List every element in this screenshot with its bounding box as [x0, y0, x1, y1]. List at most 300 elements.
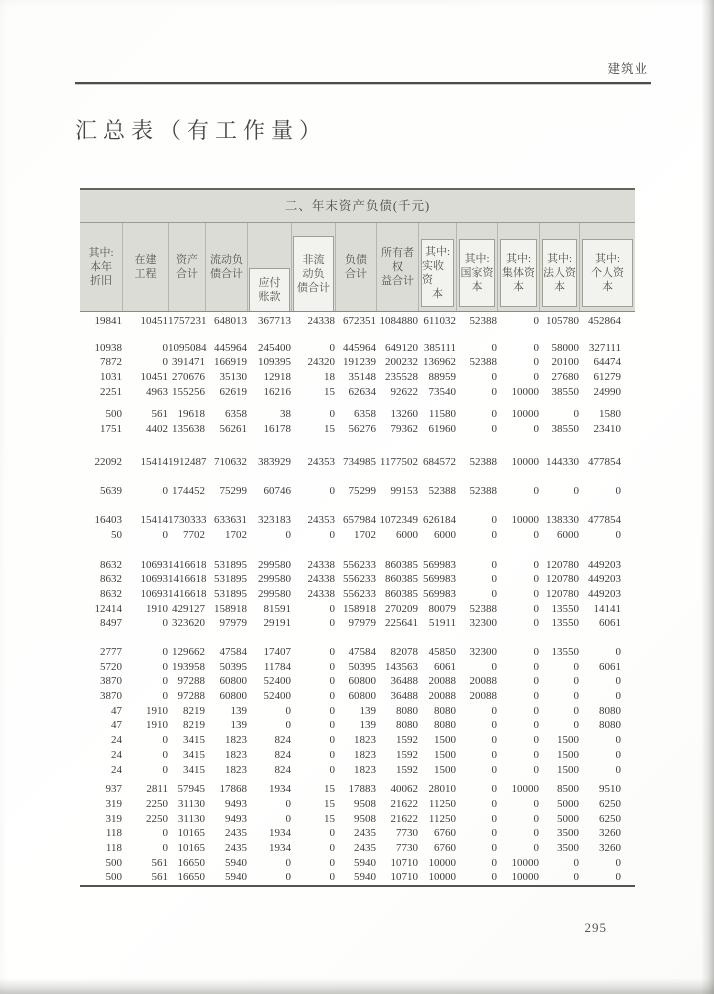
table-cell: 0 [329, 617, 335, 630]
table-cell: 0 [533, 797, 539, 810]
table-cell: 8497 [100, 617, 122, 630]
table-cell: 0 [491, 587, 497, 600]
table-cell: 429127 [172, 602, 205, 615]
table-cell: 225641 [385, 617, 418, 630]
table-cell: 10000 [511, 385, 539, 398]
table-row [80, 484, 621, 499]
table-cell: 10000 [428, 856, 456, 869]
table-cell: 5940 [354, 871, 376, 884]
table-cell: 8632 [100, 587, 122, 600]
table-cell: 24 [111, 734, 122, 747]
table-cell: 445964 [343, 341, 376, 354]
table-cell: 6760 [434, 827, 456, 840]
table-cell: 8080 [396, 719, 418, 732]
table-cell: 8632 [100, 558, 122, 571]
table-cell: 6760 [434, 841, 456, 854]
table-cell: 3870 [100, 675, 122, 688]
table-cell: 0 [615, 856, 621, 869]
table-cell: 445964 [214, 341, 247, 354]
column-header-label: 其中: 法人资 本 [542, 239, 577, 307]
table-cell: 299580 [258, 587, 291, 600]
table-cell: 824 [274, 763, 291, 776]
table-cell: 139 [359, 719, 376, 732]
table-cell: 9510 [599, 783, 621, 796]
table-cell: 38 [280, 408, 291, 421]
table-cell: 57945 [177, 783, 205, 796]
table-cell: 270209 [385, 602, 418, 615]
table-row [80, 763, 621, 778]
table-cell: 1031 [100, 371, 122, 384]
page-title: 汇总表（有工作量） [75, 118, 328, 143]
column-header [168, 223, 205, 311]
table-cell: 174452 [172, 484, 205, 497]
table-row [80, 870, 621, 885]
table-cell: 21622 [390, 812, 418, 825]
table-cell: 0 [285, 856, 291, 869]
table-cell: 299580 [258, 558, 291, 571]
column-header [205, 223, 247, 311]
table-cell: 0 [162, 763, 168, 776]
table-row [80, 513, 621, 528]
table-cell: 6061 [599, 617, 621, 630]
table-cell: 860385 [385, 587, 418, 600]
table-cell: 561 [151, 408, 168, 421]
table-cell: 6250 [599, 797, 621, 810]
table-cell: 10000 [511, 455, 539, 468]
table-cell: 118 [105, 841, 122, 854]
table-cell: 449203 [588, 587, 621, 600]
table-cell: 120780 [546, 573, 579, 586]
table-cell: 0 [162, 675, 168, 688]
table-cell: 24338 [307, 587, 335, 600]
row-group-gap [80, 631, 621, 645]
table-cell: 0 [573, 871, 579, 884]
table-cell: 0 [533, 734, 539, 747]
table-cell: 19841 [94, 315, 122, 327]
table-row [80, 528, 621, 543]
page-edge-shadow-right [701, 0, 714, 994]
table-row [80, 455, 621, 470]
table-cell: 24338 [307, 315, 335, 327]
table-cell: 1416618 [168, 573, 207, 586]
table-cell: 500 [105, 871, 122, 884]
table-cell: 11784 [263, 660, 291, 673]
table-cell: 0 [533, 719, 539, 732]
table-cell: 0 [491, 573, 497, 586]
table-cell: 1592 [396, 763, 418, 776]
table-cell: 10000 [511, 514, 539, 527]
table-cell: 2435 [225, 827, 247, 840]
table-cell: 52388 [469, 315, 497, 327]
table-cell: 684572 [423, 455, 456, 468]
table-cell: 99153 [390, 484, 418, 497]
table-cell: 0 [491, 719, 497, 732]
column-header [335, 223, 376, 311]
column-header [80, 223, 122, 311]
table-cell: 20100 [551, 356, 579, 369]
table-cell: 2435 [354, 841, 376, 854]
table-cell: 11250 [428, 812, 456, 825]
column-header-label: 非流 动负 债合计 [293, 236, 334, 311]
table-cell: 0 [533, 602, 539, 615]
table-cell: 391471 [172, 356, 205, 369]
table-cell: 734985 [343, 455, 376, 468]
table-cell: 0 [573, 408, 579, 421]
table-cell: 8632 [100, 573, 122, 586]
table-cell: 13550 [551, 617, 579, 630]
table-cell: 15 [324, 423, 335, 436]
table-cell: 1084880 [379, 315, 418, 327]
table-cell: 6061 [434, 660, 456, 673]
table-cell: 8219 [183, 719, 205, 732]
table-cell: 0 [491, 748, 497, 761]
table-cell: 13550 [551, 602, 579, 615]
table-cell: 0 [329, 675, 335, 688]
table-cell: 626184 [423, 514, 456, 527]
table-cell: 105780 [546, 315, 579, 327]
table-cell: 31130 [177, 812, 205, 825]
table-cell: 8080 [434, 704, 456, 717]
table-cell: 45850 [428, 646, 456, 658]
column-header [291, 223, 335, 311]
table-cell: 3415 [183, 748, 205, 761]
table-row [80, 826, 621, 841]
running-header-text: 建筑业 [607, 62, 648, 76]
table-cell: 1500 [557, 734, 579, 747]
table-cell: 0 [162, 690, 168, 703]
table-cell: 0 [533, 528, 539, 541]
table-cell: 367713 [258, 315, 291, 327]
table-cell: 556233 [343, 573, 376, 586]
row-group-gap [80, 329, 621, 341]
table-cell: 1934 [269, 841, 291, 854]
table-cell: 0 [329, 871, 335, 884]
table-cell: 56276 [348, 423, 376, 436]
table-cell: 1823 [225, 734, 247, 747]
table-cell: 0 [491, 812, 497, 825]
summary-table [80, 188, 635, 887]
table-cell: 10000 [511, 871, 539, 884]
table-cell: 0 [285, 704, 291, 717]
table-cell: 5940 [354, 856, 376, 869]
table-cell: 10938 [94, 341, 122, 354]
table-row [80, 370, 621, 385]
page-number: 295 [584, 920, 607, 935]
table-cell: 0 [329, 484, 335, 497]
table-cell: 10165 [177, 827, 205, 840]
table-cell: 5639 [100, 484, 122, 497]
table-cell: 75299 [219, 484, 247, 497]
table-cell: 860385 [385, 558, 418, 571]
table-cell: 0 [533, 841, 539, 854]
table-cell: 29191 [263, 617, 291, 630]
table-cell: 6358 [225, 408, 247, 421]
table-cell: 937 [105, 783, 122, 796]
table-cell: 477854 [588, 455, 621, 468]
table-row [80, 422, 621, 437]
table-cell: 0 [285, 871, 291, 884]
table-row [80, 314, 621, 329]
table-cell: 9508 [354, 812, 376, 825]
table-cell: 5720 [100, 660, 122, 673]
table-cell: 73540 [428, 385, 456, 398]
table-cell: 0 [533, 748, 539, 761]
table-cell: 15 [324, 783, 335, 796]
table-cell: 120780 [546, 587, 579, 600]
table-cell: 299580 [258, 573, 291, 586]
table-cell: 3415 [183, 763, 205, 776]
table-cell: 20088 [428, 675, 456, 688]
table-cell: 200232 [385, 356, 418, 369]
table-cell: 0 [162, 484, 168, 497]
table-cell: 52388 [469, 455, 497, 468]
table-column-header-row [80, 223, 635, 312]
table-cell: 0 [162, 841, 168, 854]
table-cell: 1910 [146, 704, 168, 717]
table-cell: 136962 [423, 356, 456, 369]
table-cell: 0 [533, 558, 539, 571]
table-cell: 97288 [177, 690, 205, 703]
table-cell: 10000 [511, 856, 539, 869]
table-cell: 1702 [225, 528, 247, 541]
table-cell: 0 [329, 841, 335, 854]
table-cell: 1934 [269, 827, 291, 840]
column-header-label: 资产 合计 [176, 254, 198, 280]
table-cell: 657984 [343, 514, 376, 527]
table-cell: 7730 [396, 827, 418, 840]
table-cell: 155256 [172, 385, 205, 398]
table-cell: 0 [285, 719, 291, 732]
table-cell: 6000 [557, 528, 579, 541]
table-cell: 8080 [599, 719, 621, 732]
table-cell: 0 [162, 528, 168, 541]
table-cell: 245400 [258, 341, 291, 354]
table-cell: 8080 [599, 704, 621, 717]
table-cell: 0 [533, 315, 539, 327]
table-cell: 449203 [588, 558, 621, 571]
table-cell: 24353 [307, 455, 335, 468]
table-cell: 191239 [343, 356, 376, 369]
table-row [80, 385, 621, 400]
table-cell: 17883 [348, 783, 376, 796]
table-cell: 15 [324, 797, 335, 810]
table-cell: 0 [491, 558, 497, 571]
table-cell: 47584 [219, 646, 247, 658]
table-cell: 0 [491, 797, 497, 810]
table-cell: 0 [329, 734, 335, 747]
table-cell: 6061 [599, 660, 621, 673]
running-header [607, 59, 648, 77]
table-cell: 0 [491, 704, 497, 717]
table-cell: 0 [329, 602, 335, 615]
table-cell: 3260 [599, 827, 621, 840]
table-cell: 0 [491, 763, 497, 776]
table-cell: 20088 [469, 690, 497, 703]
table-cell: 16650 [177, 856, 205, 869]
table-cell: 12918 [263, 371, 291, 384]
table-cell: 0 [329, 408, 335, 421]
table-cell: 1500 [434, 734, 456, 747]
table-cell: 0 [491, 423, 497, 436]
table-row [80, 856, 621, 871]
table-cell: 1934 [269, 783, 291, 796]
table-cell: 14141 [593, 602, 621, 615]
table-cell: 1751 [100, 423, 122, 436]
column-header-label: 应付 账款 [249, 268, 290, 311]
table-cell: 0 [491, 385, 497, 398]
table-cell: 166919 [214, 356, 247, 369]
table-cell: 193958 [172, 660, 205, 673]
table-cell: 24353 [307, 514, 335, 527]
column-header [247, 223, 291, 311]
table-cell: 32300 [469, 617, 497, 630]
table-cell: 0 [491, 734, 497, 747]
table-cell: 0 [533, 690, 539, 703]
column-header-label: 所有者 权 益合计 [381, 247, 414, 287]
table-cell: 16178 [263, 423, 291, 436]
table-cell: 24 [111, 763, 122, 776]
table-cell: 672351 [343, 315, 376, 327]
table-cell: 477854 [588, 514, 621, 527]
table-cell: 0 [573, 690, 579, 703]
table-cell: 97288 [177, 675, 205, 688]
column-header-label: 其中: 实收资 本 [421, 239, 454, 307]
table-cell: 50 [111, 528, 122, 541]
table-cell: 0 [491, 514, 497, 527]
table-cell: 824 [274, 748, 291, 761]
table-cell: 40062 [390, 783, 418, 796]
table-cell: 0 [573, 856, 579, 869]
column-header-label: 其中: 个人资 本 [582, 239, 633, 307]
table-cell: 6358 [354, 408, 376, 421]
table-cell: 47 [111, 719, 122, 732]
row-group-gap [80, 543, 621, 558]
table-cell: 11580 [428, 408, 456, 421]
table-cell: 0 [615, 646, 621, 658]
table-row [80, 341, 621, 356]
table-cell: 82078 [390, 646, 418, 658]
table-cell: 2250 [146, 797, 168, 810]
row-group-gap [80, 498, 621, 513]
table-cell: 323183 [258, 514, 291, 527]
page-edge-shadow-bottom [0, 978, 714, 994]
table-cell: 452864 [588, 315, 621, 327]
table-cell: 0 [329, 690, 335, 703]
table-cell: 10165 [177, 841, 205, 854]
table-cell: 0 [162, 356, 168, 369]
table-cell: 35148 [348, 371, 376, 384]
table-cell: 56261 [219, 423, 247, 436]
table-cell: 10000 [511, 783, 539, 796]
table-cell: 0 [329, 856, 335, 869]
table-cell: 824 [274, 734, 291, 747]
table-cell: 8500 [557, 783, 579, 796]
table-cell: 10693 [140, 558, 168, 571]
table-cell: 10693 [140, 587, 168, 600]
table-cell: 13550 [551, 646, 579, 658]
table-cell: 24990 [593, 385, 621, 398]
table-cell: 0 [533, 587, 539, 600]
table-cell: 611032 [423, 315, 456, 327]
table-row [80, 407, 621, 422]
table-cell: 0 [533, 423, 539, 436]
table-cell: 1500 [557, 763, 579, 776]
table-cell: 1500 [434, 748, 456, 761]
table-cell: 1072349 [379, 514, 418, 527]
table-cell: 2777 [100, 646, 122, 658]
table-cell: 1912487 [168, 455, 207, 468]
table-cell: 500 [105, 408, 122, 421]
table-row [80, 660, 621, 675]
table-cell: 569983 [423, 558, 456, 571]
table-cell: 1910 [146, 719, 168, 732]
table-cell: 0 [533, 484, 539, 497]
column-header-label: 在建 工程 [134, 254, 157, 280]
table-cell: 561 [151, 856, 168, 869]
table-cell: 449203 [588, 573, 621, 586]
table-cell: 0 [491, 783, 497, 796]
table-cell: 1177502 [379, 455, 418, 468]
table-cell: 24320 [307, 356, 335, 369]
table-cell: 60800 [219, 675, 247, 688]
table-cell: 0 [491, 856, 497, 869]
column-header [497, 223, 539, 311]
table-cell: 0 [285, 812, 291, 825]
table-cell: 139 [230, 719, 247, 732]
table-cell: 13260 [390, 408, 418, 421]
table-cell: 1095084 [168, 341, 207, 354]
table-cell: 7872 [100, 356, 122, 369]
table-cell: 0 [162, 748, 168, 761]
table-cell: 1823 [225, 748, 247, 761]
table-cell: 1416618 [168, 587, 207, 600]
table-row [80, 602, 621, 617]
table-cell: 5940 [225, 856, 247, 869]
table-cell: 0 [162, 827, 168, 840]
table-cell: 319 [105, 812, 122, 825]
table-cell: 531895 [214, 558, 247, 571]
table-cell: 38550 [551, 423, 579, 436]
table-cell: 1592 [396, 748, 418, 761]
table-cell: 0 [491, 660, 497, 673]
table-cell: 50395 [348, 660, 376, 673]
row-group-gap [80, 470, 621, 484]
table-cell: 138330 [546, 514, 579, 527]
table-cell: 0 [533, 371, 539, 384]
table-cell: 8080 [396, 704, 418, 717]
table-cell: 158918 [343, 602, 376, 615]
table-cell: 18 [324, 371, 335, 384]
table-cell: 9493 [225, 812, 247, 825]
table-cell: 16216 [263, 385, 291, 398]
table-cell: 47 [111, 704, 122, 717]
table-cell: 4402 [146, 423, 168, 436]
table-cell: 38550 [551, 385, 579, 398]
table-row [80, 558, 621, 573]
table-cell: 15 [324, 812, 335, 825]
column-header [376, 223, 418, 311]
table-cell: 0 [533, 646, 539, 658]
table-cell: 3870 [100, 690, 122, 703]
table-row [80, 704, 621, 719]
column-header [539, 223, 579, 311]
table-cell: 0 [533, 675, 539, 688]
table-cell: 10000 [428, 871, 456, 884]
table-cell: 1500 [434, 763, 456, 776]
table-cell: 385111 [423, 341, 456, 354]
table-row [80, 797, 621, 812]
table-row [80, 748, 621, 763]
